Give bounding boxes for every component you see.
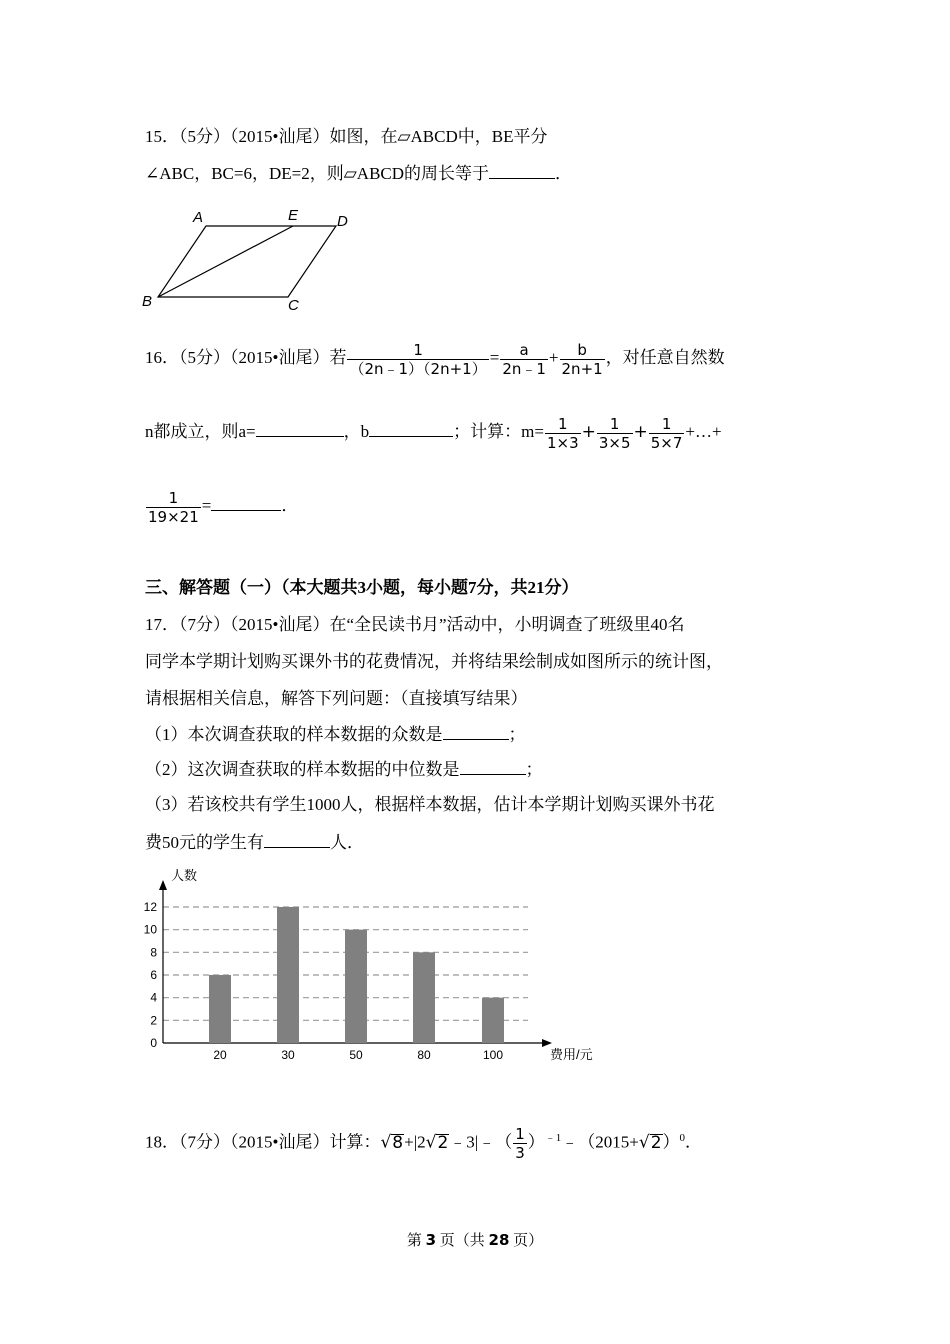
fraction-numerator: 1 [558, 414, 568, 433]
fraction-denominator: 3 [515, 1144, 525, 1163]
q16-line2-b: ，b [343, 422, 370, 441]
fraction-denominator: （2n﹣1）（2n+1） [349, 359, 487, 378]
label-a: A [193, 209, 204, 226]
bar [209, 975, 231, 1043]
q16-prefix: 16．（5分）（2015•汕尾）若 [145, 348, 347, 367]
sqrt-radicand: 8 [392, 1132, 404, 1153]
fraction-numerator: a [519, 340, 529, 359]
q18-prefix: 18．（7分）（2015•汕尾）计算： [145, 1132, 381, 1152]
parallelogram-shape [158, 226, 336, 297]
q16-term-1 [545, 415, 581, 452]
q17-line1: 17．（7分）（2015•汕尾）在“全民读书月”活动中，小明调查了班级里40名 [145, 615, 685, 634]
bar [482, 998, 504, 1043]
sqrt-icon: √ [638, 1132, 650, 1153]
q17-sub2 [145, 758, 543, 781]
fraction-denominator: 5×7 [650, 433, 683, 452]
q16-line3-end: ． [281, 496, 299, 515]
answer-blank [443, 723, 509, 740]
q16-line1 [145, 338, 725, 378]
q17-sub1-end: ； [508, 725, 526, 744]
plus-sign: + [548, 348, 559, 367]
answer-blank-a [256, 420, 344, 437]
q17-sub2-end: ； [525, 760, 543, 779]
y-tick-label: 2 [150, 1013, 157, 1028]
q15-line2 [145, 162, 572, 185]
footer-text: 页） [513, 1233, 544, 1249]
q15-line1: 15．（5分）（2015•汕尾）如图，在▱ABCD中，BE平分 [145, 127, 548, 146]
q16-line3 [145, 486, 298, 526]
q17-sub2-text: （2）这次调查获取的样本数据的中位数是 [145, 760, 460, 779]
x-axis-arrow-icon [542, 1039, 552, 1047]
q17-sub3-line1: （3）若该校共有学生1000人，根据样本数据，估计本学期计划购买课外书花 [145, 795, 715, 814]
fraction-denominator: 3×5 [598, 433, 631, 452]
q16-suffix: ，对任意自然数 [605, 348, 725, 367]
y-tick-label: 4 [150, 990, 157, 1005]
q16-term-last [146, 489, 201, 526]
fraction-denominator: 19×21 [148, 507, 199, 526]
page-footer [0, 1229, 950, 1250]
answer-blank [460, 758, 526, 775]
segment-be [158, 226, 293, 297]
fraction-numerator: 1 [661, 414, 672, 433]
equals-sign: = [489, 348, 500, 367]
q16-fraction-a [500, 341, 548, 378]
answer-blank-b [369, 420, 453, 437]
footer-text: 第 [406, 1233, 422, 1249]
q17-sub3-line2 [145, 831, 364, 854]
ellipsis: +…+ [685, 422, 722, 441]
exponent: 0 [679, 1132, 686, 1144]
q16-fraction-1 [347, 341, 488, 378]
fraction-numerator: b [577, 340, 587, 359]
q15-line2-end: ． [555, 164, 573, 183]
fraction-numerator: 1 [413, 340, 423, 359]
q16-line2-c: ；计算：m= [453, 422, 544, 441]
exponent: ﹣1 [544, 1132, 562, 1144]
footer-page-number: 3 [425, 1231, 437, 1249]
x-tick-label: 100 [482, 1048, 504, 1062]
q18-part: ﹣（2015+ [561, 1132, 639, 1152]
q16-term-3 [649, 415, 685, 452]
label-c: C [288, 297, 299, 314]
q16-fraction-b [560, 341, 605, 378]
q18-part: ） [662, 1132, 680, 1152]
q17-line3: 请根据相关信息，解答下列问题：（直接填写结果） [145, 689, 528, 708]
q18-fraction [513, 1125, 527, 1162]
q18-part: +|2 [404, 1132, 426, 1152]
q17-sub1 [145, 723, 526, 746]
bar-chart [138, 860, 608, 1070]
footer-text: 页（共 [439, 1233, 485, 1249]
q16-term-2 [597, 415, 633, 452]
q18-end: ． [685, 1132, 703, 1152]
q16-line2 [145, 412, 722, 452]
sqrt-radicand: 2 [650, 1132, 662, 1153]
fraction-numerator: 1 [168, 488, 179, 507]
footer-total-pages: 28 [488, 1231, 510, 1249]
fraction-denominator: 1×3 [546, 433, 579, 452]
label-b: B [142, 293, 153, 310]
equals-sign: = [201, 496, 212, 515]
x-tick-label: 30 [281, 1048, 295, 1062]
x-tick-label: 50 [349, 1048, 363, 1062]
q17-sub3-text: 费50元的学生有 [145, 833, 264, 852]
plus-sign: + [633, 422, 648, 442]
q18-part: ﹣3|﹣（ [449, 1132, 513, 1152]
y-tick-label: 8 [150, 945, 157, 960]
q17-sub3-end: 人． [330, 833, 364, 852]
fraction-denominator: 2n+1 [561, 359, 603, 378]
q17-sub1-text: （1）本次调查获取的样本数据的众数是 [145, 725, 443, 744]
answer-blank [264, 831, 330, 848]
bar [413, 952, 435, 1043]
q18-line [145, 1118, 702, 1163]
y-tick-label: 12 [143, 900, 157, 914]
section-3-title: 三、解答题（一）（本大题共3小题，每小题7分，共21分） [145, 578, 579, 597]
parallelogram-figure [138, 202, 368, 314]
x-tick-label: 80 [417, 1048, 431, 1062]
sqrt-radicand: 2 [437, 1132, 449, 1153]
answer-blank [489, 162, 555, 179]
sqrt-icon: √ [380, 1132, 392, 1153]
x-tick-label: 20 [213, 1048, 227, 1062]
bar [277, 907, 299, 1043]
y-axis-arrow-icon [159, 880, 167, 890]
y-tick-label: 10 [143, 922, 157, 937]
q18-part: ） [527, 1132, 545, 1152]
q16-line2-a: n都成立，则a= [145, 422, 256, 441]
fraction-numerator: 1 [515, 1125, 525, 1144]
label-e: E [288, 207, 299, 224]
fraction-numerator: 1 [609, 414, 620, 433]
bar [345, 930, 367, 1043]
y-tick-label: 6 [150, 968, 157, 982]
plus-sign: + [581, 422, 596, 442]
q15-line2-text: ∠ABC，BC=6，DE=2，则▱ABCD的周长等于 [145, 164, 490, 183]
y-axis-label: 人数 [171, 868, 198, 883]
answer-blank-m [211, 494, 281, 511]
q17-line2: 同学本学期计划购买课外书的花费情况，并将结果绘制成如图所示的统计图， [145, 652, 723, 671]
label-d: D [337, 213, 348, 230]
fraction-denominator: 2n﹣1 [502, 359, 546, 378]
sqrt-icon: √ [425, 1132, 437, 1153]
x-axis-label: 费用/元 [550, 1047, 593, 1062]
y-tick-label: 0 [150, 1036, 157, 1050]
